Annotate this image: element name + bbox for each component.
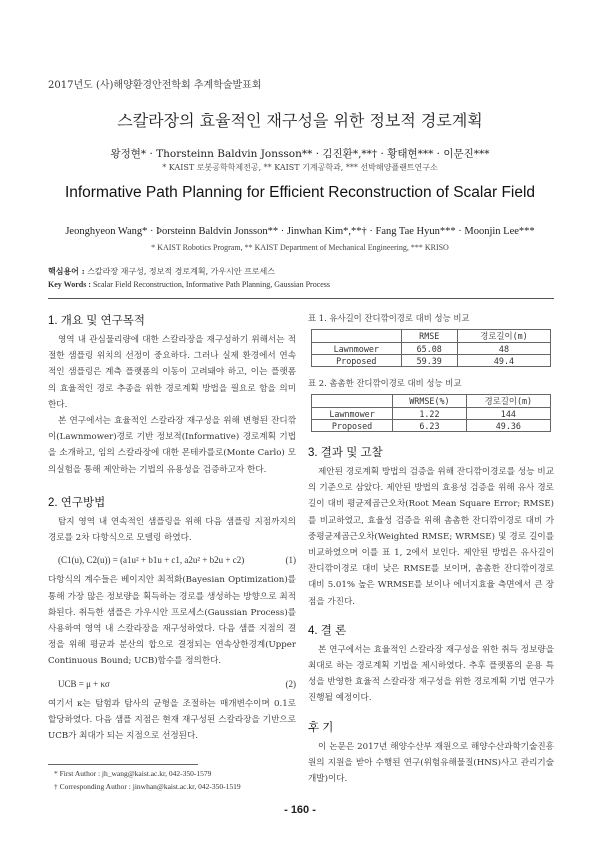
table-1 [311, 329, 551, 367]
section-4-body [308, 642, 554, 707]
table-row [312, 343, 551, 355]
acknowledgment-body [308, 739, 554, 788]
conference-name: 2017년도 (사)해양환경안전학회 추계학술발표회 [48, 80, 262, 91]
table-cell: 49.4 [457, 355, 550, 367]
table-cell [312, 330, 402, 343]
paragraph: 다항식의 계수들은 베이지안 최적화(Bayesian Optimization)를 통해 가장 많은 정보량을 획득하는 경로를 생성하는 방향으로 최적화된다. 취득한 샘플은 가우시안 프로세스(Gaussian Process)를 사용하여 영역 내 스칼라장을 재구성하였다. 다음 샘플 지점의 결정을 위해 평균과 분산의 합으로 결정되는 연속상한경계(Upper Continuous Bound; UCB)함수를 정의한다. [48, 575, 296, 667]
table-cell: 1.22 [393, 408, 467, 420]
section-3-body [308, 464, 554, 610]
keywords-english-label: Key Words : [48, 280, 91, 289]
keywords-korean [48, 266, 275, 277]
korean-authors: 왕정현* · Thorsteinn Baldvin Jonsson** · 김진환*,**† · 황태현*** · 이문진*** [110, 148, 490, 160]
table-cell: Lawnmower [312, 343, 402, 355]
table-2-caption: 표 2. 촘촘한 잔디깎이경로 대비 성능 비교 [308, 378, 462, 388]
english-authors: Jeonghyeon Wang* · Þorsteinn Baldvin Jonsson** · Jinwhan Kim*,**† · Fang Tae Hyun*** · Moonjin Lee*** [65, 226, 535, 237]
page-number: - 160 - [284, 804, 316, 816]
left-column [48, 312, 296, 744]
section-1-heading: 1. 개요 및 연구목적 [48, 315, 145, 327]
keywords-korean-text: 스칼라장 재구성, 정보적 경로계획, 가우시안 프로세스 [87, 267, 276, 276]
table-cell: 경로길이(m) [457, 330, 550, 343]
table-cell: 49.36 [466, 420, 550, 432]
table-cell: 59.39 [401, 355, 457, 367]
table-cell: WRMSE(%) [393, 395, 467, 408]
paragraph: 탐지 영역 내 연속적인 샘플링을 위해 다음 샘플링 지점까지의 경로를 2차 다항식으로 모델링 하였다. [48, 516, 296, 544]
footnote-rule [48, 764, 198, 765]
table-cell: 65.08 [401, 343, 457, 355]
paragraph: 본 연구에서는 효율적인 스칼라장 재구성을 위한 취득 정보량을 최대로 하는 경로계획 기법을 제시하였다. 추후 플랫폼의 운용 특성을 반영한 효율적 스칼라장 재구성을 위한 경로계획 기법 연구가 진행될 예정이다. [308, 644, 554, 704]
english-title: Informative Path Planning for Efficient Reconstruction of Scalar Field [64, 184, 536, 201]
keywords-english-text: Scalar Field Reconstruction, Informative Path Planning, Gaussian Process [92, 280, 331, 289]
right-column [308, 312, 554, 787]
keywords-english [48, 280, 330, 289]
table-cell: 경로길이(m) [466, 395, 550, 408]
equation-1 [58, 552, 296, 568]
table-cell: Proposed [312, 420, 393, 432]
section-1-body [48, 332, 296, 478]
table-header-row [312, 395, 551, 408]
paragraph: 영역 내 관심물리량에 대한 스칼라장을 재구성하기 위해서는 적절한 샘플링 위치의 선정이 중요하다. 그러나 실제 환경에서 연속적인 샘플링은 계측 플랫폼의 이동이 고려돼야 하고, 이는 플랫폼의 효율적인 경로 추종을 위한 경로계획 방법을 필요로 함을 의미한다. [48, 335, 296, 410]
table-row [312, 420, 551, 432]
footnote-corresponding-author: † Corresponding Author : jinwhan@kaist.ac.kr, 042-350-1519 [54, 782, 241, 791]
table-cell: Proposed [312, 355, 402, 367]
table-cell [312, 395, 393, 408]
table-cell: 48 [457, 343, 550, 355]
table-1-caption: 표 1. 유사길이 잔디깎이경로 대비 성능 비교 [308, 313, 470, 323]
korean-affiliations: * KAIST 로봇공학학제전공, ** KAIST 기계공학과, *** 선박해양플랜트연구소 [162, 163, 438, 172]
table-cell: RMSE [401, 330, 457, 343]
table-cell: 144 [466, 408, 550, 420]
paragraph: 이 논문은 2017년 해양수산부 재원으로 해양수산과학기술진흥원의 지원을 받아 수행된 연구(위험유해물질(HNS)사고 관리기술 개발)이다. [308, 741, 554, 785]
section-3-heading: 3. 결과 및 고찰 [308, 447, 383, 459]
english-affiliations: * KAIST Robotics Program, ** KAIST Department of Mechanical Engineering, *** KRISO [151, 243, 449, 252]
section-4-heading: 4. 결 론 [308, 624, 347, 637]
acknowledgment-heading: 후 기 [308, 721, 334, 734]
equation-2-body: UCB = μ + κσ [58, 678, 110, 689]
equation-2-number: (2) [285, 678, 296, 689]
header-divider [48, 298, 554, 299]
equation-1-number: (1) [285, 555, 296, 566]
table-header-row [312, 330, 551, 343]
paragraph: 여기서 κ는 탐험과 탐사의 균형을 조절하는 매개변수이며 0.1로 할당하였다. 다음 샘플 지점은 현재 재구성된 스칼라장을 기반으로 UCB가 최대가 되는 지점으로 선정된다. [48, 698, 296, 742]
section-2-heading: 2. 연구방법 [48, 496, 106, 509]
table-cell: Lawnmower [312, 408, 393, 420]
table-cell: 6.23 [393, 420, 467, 432]
equation-2 [58, 676, 296, 692]
table-2 [311, 394, 551, 432]
korean-title: 스칼라장의 효율적인 재구성을 위한 정보적 경로계획 [117, 111, 483, 130]
table-row [312, 408, 551, 420]
footnote-first-author: * First Author : jh_wang@kaist.ac.kr, 042-350-1579 [54, 769, 212, 778]
section-2-body [48, 514, 296, 745]
paragraph: 제안된 경로계획 방법의 검증을 위해 잔디깎이경로를 성능 비교의 기준으로 삼았다. 제안된 방법의 효용성 검증을 위해 유사 경로길이 대비 평균제곱근오차(Root Mean Square Error; RMSE)를 비교하였고, 효율성 검증을 위해 촘촘한 잔디깎이경로 대비 가중평균제곱근오차(Weighted RMSE; WRMSE) 및 경로 길이를 비교하였으며 이를 표 1, 2에서 보인다. 제안된 방법은 유사길이 잔디깎이경로 대비 낮은 RMSE를 보이며, 촘촘한 잔디깎이경로 대비 5.01% 높은 WRMSE를 보이나 에너지효율 측면에서 큰 장점을 가진다. [308, 467, 554, 607]
paragraph: 본 연구에서는 효율적인 스칼라장 재구성을 위해 변형된 잔디깎이(Lawnmower)경로 기반 정보적(Informative) 경로계획 기법을 소개하고, 임의 스칼라장에 대한 몬테카를로(Monte Carlo) 모의실험을 통해 제안하는 기법의 유용성을 검증하고자 한다. [48, 416, 296, 475]
table-row [312, 355, 551, 367]
keywords-korean-label: 핵심용어 : [48, 266, 85, 276]
equation-1-body: (C1(u), C2(u)) = (a1u² + b1u + c1, a2u² + b2u + c2) [58, 555, 245, 566]
